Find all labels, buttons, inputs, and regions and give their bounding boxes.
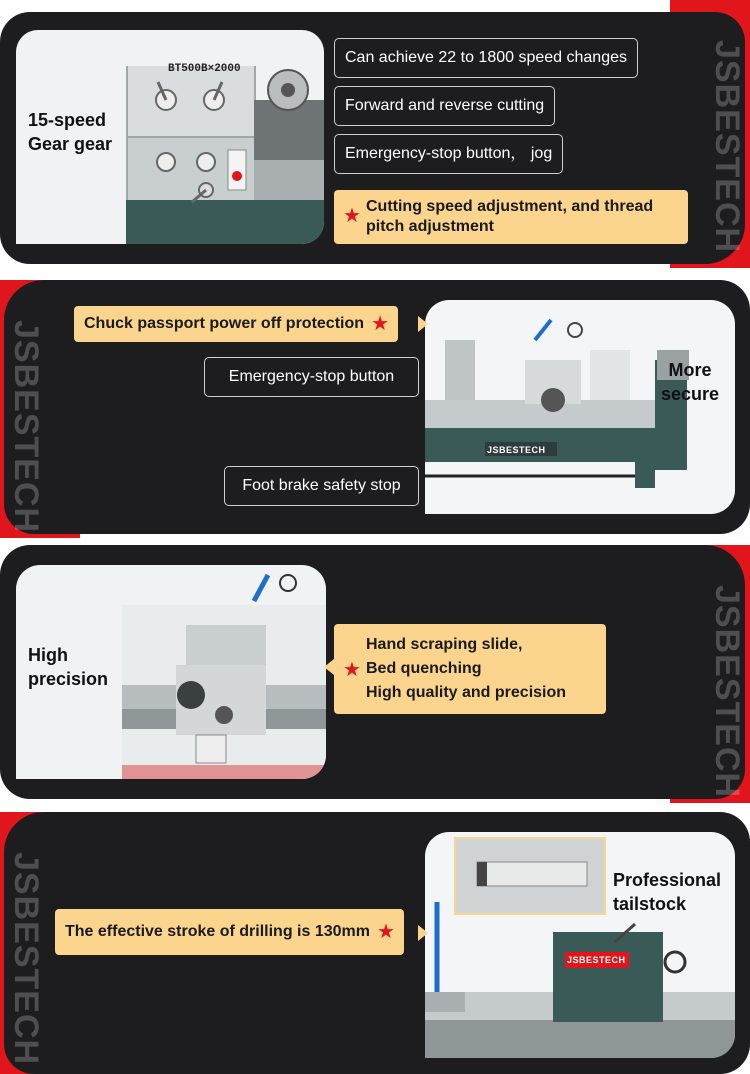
lathe-full-illustration	[425, 300, 735, 514]
headline-line-1: Professional	[613, 870, 722, 890]
highlight-cutting-speed	[334, 190, 688, 244]
star-icon: ★	[343, 659, 361, 681]
lathe-full-photo	[425, 300, 735, 514]
panel-high-precision	[0, 545, 750, 803]
highlight-line-3: High quality and precision	[366, 684, 567, 701]
lathe-headstock-photo	[16, 30, 324, 244]
pointer-arrow	[324, 659, 334, 675]
headline-more-secure	[661, 358, 719, 406]
machine-brand-badge: JSBESTECH	[487, 445, 546, 455]
star-icon: ★	[377, 921, 395, 943]
headline-line-2: secure	[661, 384, 720, 404]
highlight-chuck-protection	[74, 306, 398, 342]
panel-more-secure	[0, 280, 750, 538]
brand-watermark: JSBESTECH	[7, 852, 45, 1066]
tailstock-photo	[425, 832, 735, 1058]
highlight-drilling-stroke	[55, 909, 404, 955]
machine-model-plate: BT500B×2000	[168, 63, 241, 75]
feature-foot-brake: Foot brake safety stop	[224, 466, 419, 506]
star-icon: ★	[343, 205, 361, 227]
feature-speed-changes: Can achieve 22 to 1800 speed changes	[334, 38, 638, 78]
headline-line-2: Gear gear	[28, 134, 113, 154]
headline-speed-gear	[28, 108, 112, 156]
feature-emergency-stop: Emergency-stop button	[204, 357, 419, 397]
headline-line-1: 15-speed	[28, 110, 107, 130]
headline-professional-tailstock	[613, 868, 721, 916]
panel-speed-gear	[0, 0, 750, 268]
carriage-photo	[16, 565, 326, 779]
highlight-text: Cutting speed adjustment, and thread pitch adjustment	[366, 198, 654, 235]
tailstock-illustration	[425, 832, 735, 1058]
star-icon: ★	[371, 313, 390, 335]
highlight-text: Chuck passport power off protection	[84, 315, 365, 332]
panel-professional-tailstock	[0, 812, 750, 1074]
machine-brand-badge: JSBESTECH	[567, 955, 626, 965]
pointer-arrow	[418, 316, 428, 332]
headline-line-1: High	[28, 645, 68, 665]
highlight-line-2: Bed quenching	[366, 660, 482, 677]
headline-high-precision	[28, 643, 108, 691]
headline-line-2: tailstock	[613, 894, 687, 914]
brand-watermark: JSBESTECH	[708, 585, 746, 799]
headline-line-1: More	[668, 360, 712, 380]
highlight-line-1: Hand scraping slide,	[366, 636, 523, 653]
feature-forward-reverse: Forward and reverse cutting	[334, 86, 555, 126]
highlight-text: The effective stroke of drilling is 130mm	[65, 923, 370, 940]
highlight-precision-list	[334, 624, 606, 714]
feature-emergency-jog: Emergency-stop button， jog	[334, 134, 563, 174]
headline-line-2: precision	[28, 669, 109, 689]
pointer-arrow	[418, 925, 428, 941]
brand-watermark: JSBESTECH	[708, 40, 746, 254]
brand-watermark: JSBESTECH	[7, 320, 45, 534]
